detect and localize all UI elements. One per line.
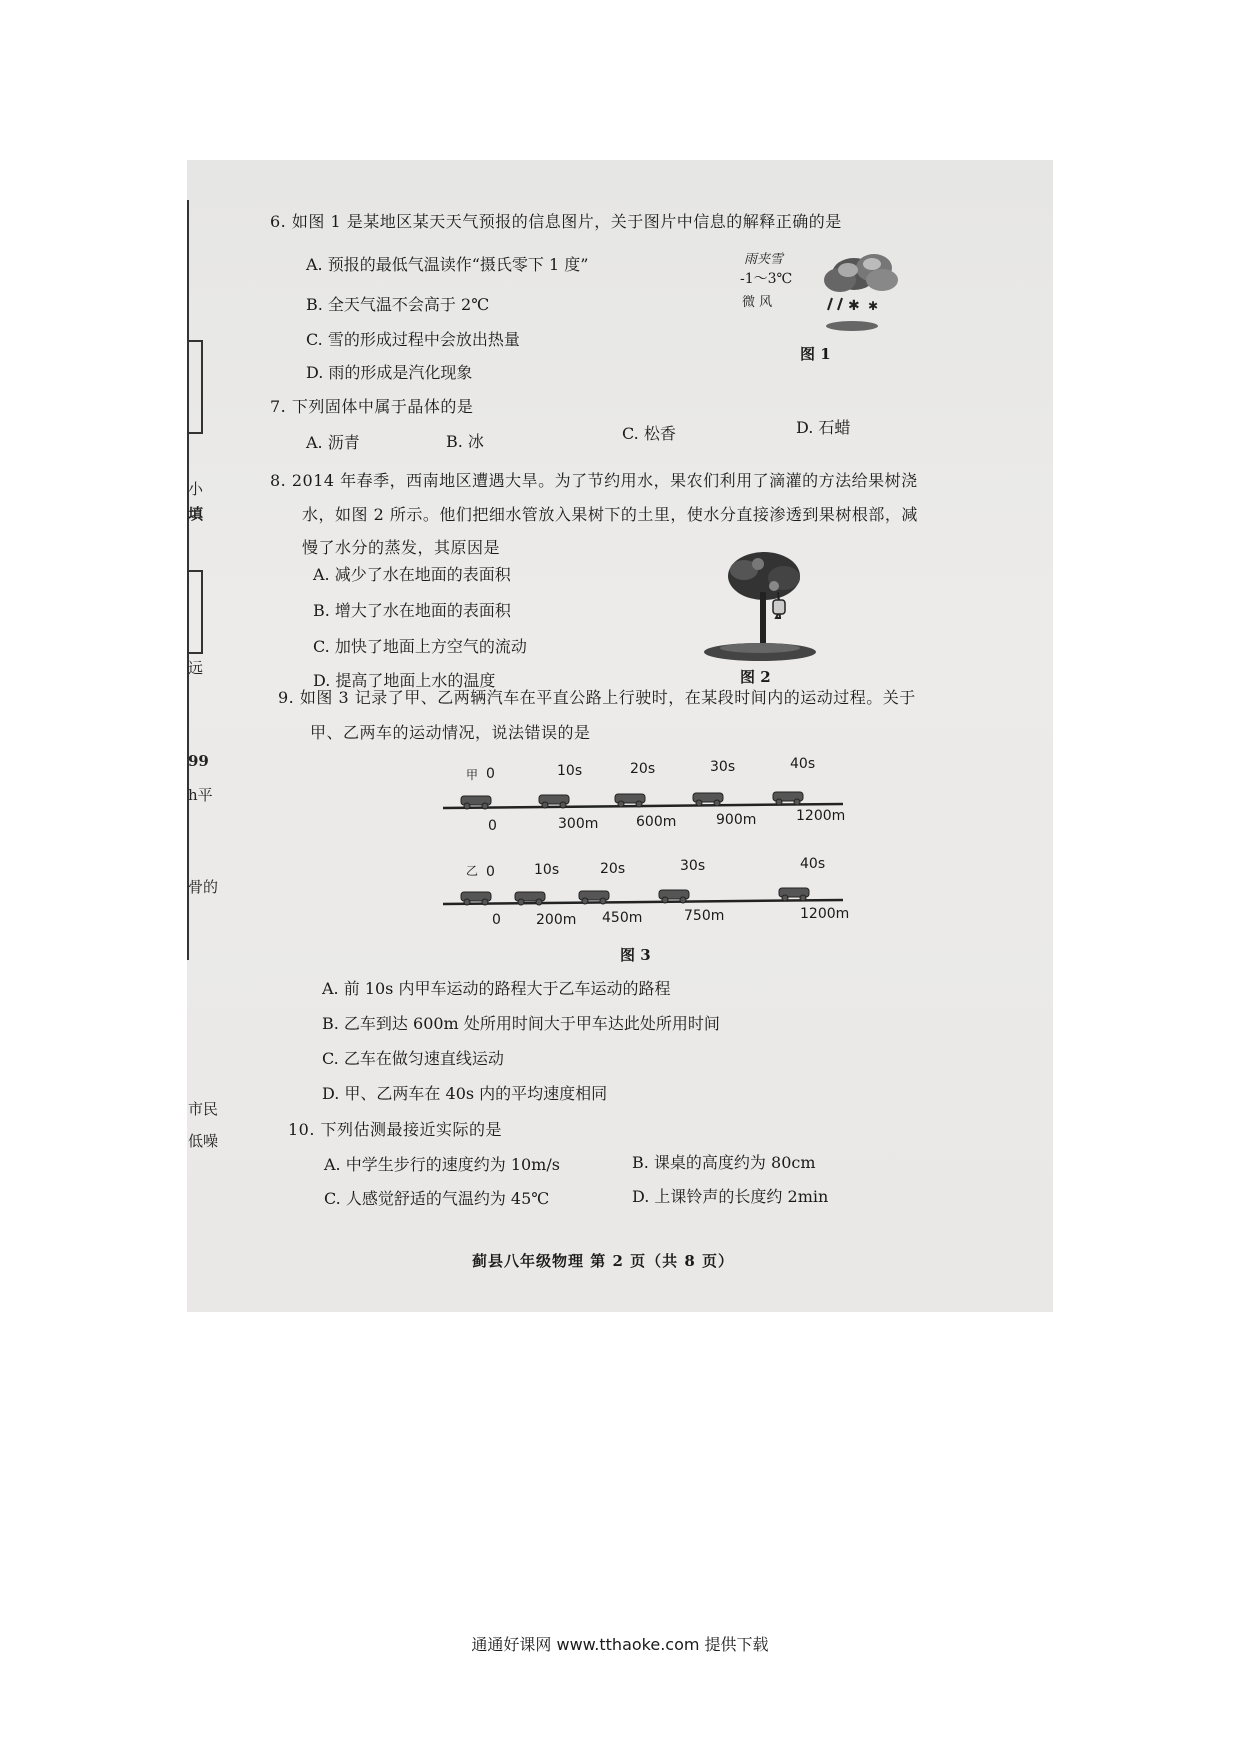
track-a-distance: 1200m	[796, 808, 846, 824]
track-b-distance: 0	[492, 912, 501, 928]
track-b-time: 20s	[600, 861, 626, 877]
q10-option-a: A. 中学生步行的速度约为 10m/s	[324, 1155, 560, 1174]
q10-option-b: B. 课桌的高度约为 80cm	[632, 1153, 816, 1172]
margin-fragment: 小	[188, 480, 204, 498]
track-a-road	[443, 786, 843, 816]
track-b-name: 乙	[466, 864, 479, 878]
q7-option-a: A. 沥青	[306, 433, 360, 452]
q6-option-a: A. 预报的最低气温读作“摄氏零下 1 度”	[306, 255, 589, 274]
track-b-time: 40s	[800, 856, 826, 872]
question-9-stem-line-2: 甲、乙两车的运动情况，说法错误的是	[310, 723, 591, 742]
question-8-stem-line-1: 8. 2014 年春季，西南地区遭遇大旱。为了节约用水，果农们利用了滴灌的方法给果树浇	[270, 471, 918, 490]
edge-table-fragment	[187, 570, 203, 654]
track-b-time: 10s	[534, 862, 560, 878]
fig1-wind: 微 风	[742, 295, 773, 310]
track-a-time: 40s	[790, 756, 816, 772]
margin-fragment: 市民	[188, 1100, 219, 1118]
track-a-time: 20s	[630, 761, 656, 777]
track-a-distance: 0	[488, 818, 497, 834]
track-a-distance: 900m	[716, 812, 757, 828]
q7-option-c: C. 松香	[622, 424, 676, 443]
track-a-distance: 600m	[636, 814, 677, 830]
figure-1-caption: 图 1	[800, 345, 831, 363]
question-9-stem-line-1: 9. 如图 3 记录了甲、乙两辆汽车在平直公路上行驶时，在某段时间内的运动过程。关于	[278, 688, 916, 707]
tree-drip-irrigation-illustration	[700, 548, 820, 668]
q9-option-d: D. 甲、乙两车在 40s 内的平均速度相同	[322, 1084, 608, 1103]
track-a-time: 10s	[557, 763, 583, 779]
track-b-time: 0	[486, 864, 495, 880]
q9-option-a: A. 前 10s 内甲车运动的路程大于乙车运动的路程	[322, 979, 671, 998]
q10-option-c: C. 人感觉舒适的气温约为 45℃	[324, 1189, 550, 1208]
question-6-stem: 6. 如图 1 是某地区某天天气预报的信息图片，关于图片中信息的解释正确的是	[270, 212, 842, 231]
q8-option-d: D. 提高了地面上水的温度	[313, 671, 496, 690]
question-8-stem-line-3: 慢了水分的蒸发，其原因是	[302, 538, 501, 557]
track-a-distance: 300m	[558, 816, 599, 832]
track-b-road	[443, 882, 843, 912]
svg-text:✱: ✱	[848, 298, 860, 314]
q9-option-c: C. 乙车在做匀速直线运动	[322, 1049, 504, 1068]
margin-fragment: 填	[188, 505, 204, 523]
margin-fragment: 低噪	[188, 1132, 219, 1150]
edge-table-fragment	[187, 340, 203, 434]
margin-fragment: 骨的	[188, 878, 219, 896]
q10-option-d: D. 上课铃声的长度约 2min	[632, 1187, 829, 1206]
track-a-time: 0	[486, 766, 495, 782]
q8-option-c: C. 加快了地面上方空气的流动	[313, 637, 527, 656]
q7-option-d: D. 石蜡	[796, 418, 851, 437]
left-page-edge	[187, 200, 207, 960]
margin-fragment: 远	[188, 659, 204, 677]
margin-fragment: h平	[188, 786, 213, 804]
track-b-distance: 1200m	[800, 906, 850, 922]
figure-2-caption: 图 2	[740, 668, 771, 686]
fig1-temperature-range: -1～3℃	[740, 271, 793, 287]
q6-option-d: D. 雨的形成是汽化现象	[306, 363, 473, 382]
question-8-stem-line-2: 水，如图 2 所示。他们把细水管放入果树下的土里，使水分直接渗透到果树根部，减	[302, 505, 918, 524]
track-b-time: 30s	[680, 858, 706, 874]
page-footer: 蓟县八年级物理 第 2 页（共 8 页）	[472, 1252, 734, 1270]
q6-option-c: C. 雪的形成过程中会放出热量	[306, 330, 520, 349]
q8-option-a: A. 减少了水在地面的表面积	[313, 565, 511, 584]
track-b-distance: 750m	[684, 908, 725, 924]
margin-fragment: 99	[188, 752, 209, 770]
track-b-distance: 450m	[602, 910, 643, 926]
question-10-stem: 10. 下列估测最接近实际的是	[288, 1120, 503, 1139]
q8-option-b: B. 增大了水在地面的表面积	[313, 601, 511, 620]
fig1-weather-type: 雨夹雪	[744, 252, 784, 267]
q7-option-b: B. 冰	[446, 432, 484, 451]
svg-text:✱: ✱	[868, 299, 879, 313]
track-a-name: 甲	[466, 768, 479, 782]
question-7-stem: 7. 下列固体中属于晶体的是	[270, 397, 474, 416]
track-b-distance: 200m	[536, 912, 577, 928]
track-a-time: 30s	[710, 759, 736, 775]
figure-3-caption: 图 3	[620, 946, 651, 964]
cloud-rain-snow-icon	[812, 246, 912, 336]
q6-option-b: B. 全天气温不会高于 2℃	[306, 295, 490, 314]
download-credit: 通通好课网 www.tthaoke.com 提供下载	[471, 1635, 769, 1654]
q9-option-b: B. 乙车到达 600m 处所用时间大于甲车达此处所用时间	[322, 1014, 720, 1033]
